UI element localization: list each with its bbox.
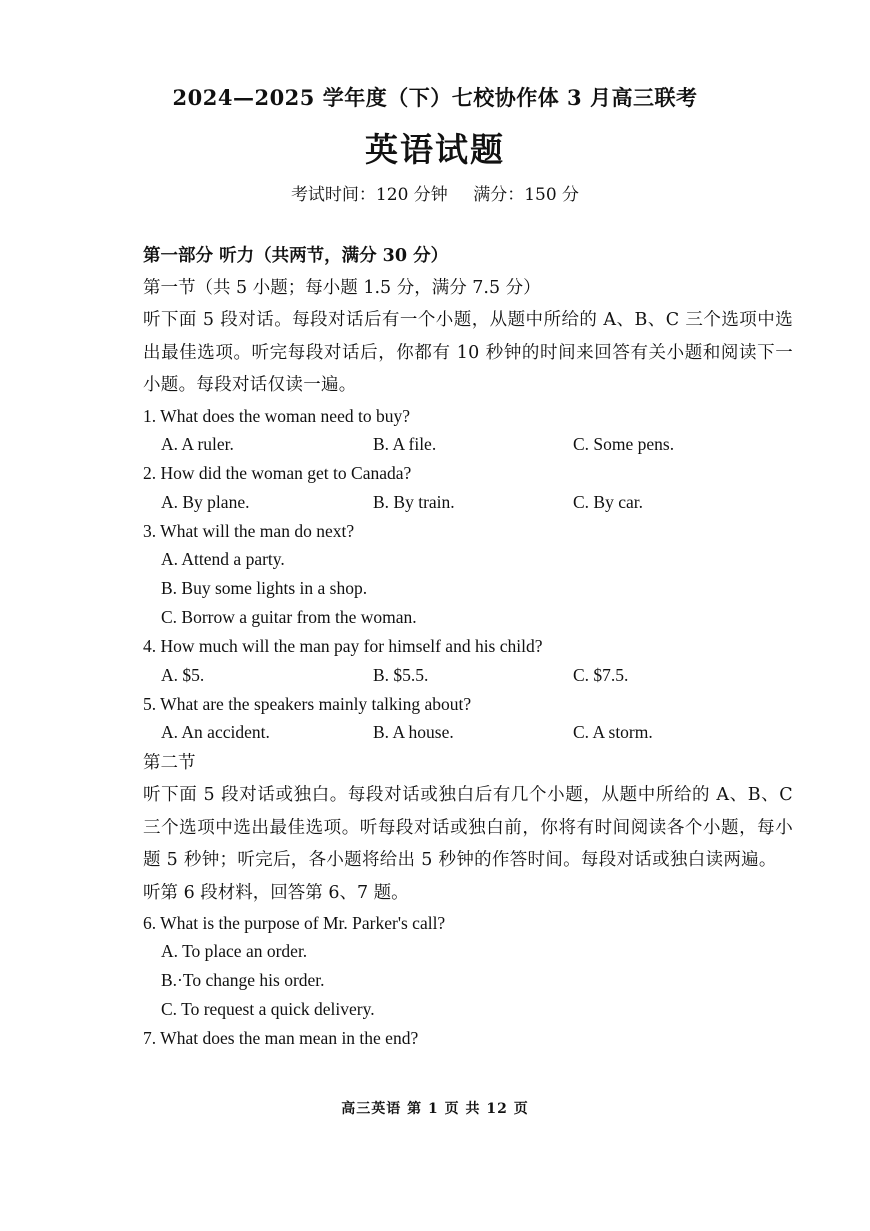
- option-a: A. Attend a party.: [161, 549, 285, 569]
- option-a: A. $5.: [161, 664, 205, 685]
- question-4-options: [143, 661, 793, 690]
- question-1-options: [143, 430, 793, 459]
- option-b: B. A file.: [373, 434, 437, 454]
- question-7: 7. What does the man mean in the end?: [143, 1028, 419, 1048]
- option-b: B. A house.: [373, 722, 454, 742]
- question-5: 5. What are the speakers mainly talking about?: [143, 693, 472, 714]
- exam-title: 2024—2025 学年度（下）七校协作体 3 月高三联考: [172, 85, 698, 110]
- option-c: C. $7.5.: [573, 664, 629, 685]
- option-c: C. A storm.: [573, 722, 653, 742]
- section2-instructions: 听下面 5 段对话或独白。每段对话或独白后有几个小题，从题中所给的 A、B、C 三个选项中选出最佳选项。听每段对话或独白前，你将有时间阅读各个小题，每小题 5 秒钟；听完后，各小题将给出 5 秒钟的作答时间。每段对话或独白读两遍。: [143, 785, 793, 870]
- section1-instructions: 听下面 5 段对话。每段对话后有一个小题，从题中所给的 A、B、C 三个选项中选出最佳选项。听完每段对话后，你都有 10 秒钟的时间来回答有关小题和阅读下一小题。每段对话仅读一遍。: [143, 310, 793, 395]
- option-b: B.·To change his order.: [161, 970, 325, 990]
- subject-title: 英语试题: [365, 130, 505, 169]
- question-1: 1. What does the woman need to buy?: [143, 405, 410, 426]
- section1-heading: 第一节（共 5 小题；每小题 1.5 分，满分 7.5 分）: [143, 278, 541, 298]
- option-c: C. By car.: [573, 491, 643, 512]
- exam-meta: [0, 180, 870, 205]
- question-3: 3. What will the man do next?: [143, 520, 355, 541]
- option-a: A. To place an order.: [161, 941, 308, 961]
- option-b: B. By train.: [373, 491, 455, 512]
- question-2-options: [143, 488, 793, 517]
- option-a: A. A ruler.: [161, 434, 234, 454]
- option-b: B. $5.5.: [373, 664, 429, 685]
- exam-content: [143, 240, 793, 1053]
- exam-time: 考试时间：120 分钟: [290, 185, 448, 205]
- material-note: 听第 6 段材料，回答第 6、7 题。: [143, 882, 409, 903]
- option-a: A. An accident.: [161, 722, 270, 742]
- option-c: C. Some pens.: [573, 434, 675, 454]
- question-4: 4. How much will the man pay for himself and his child?: [143, 636, 543, 656]
- option-c: C. To request a quick delivery.: [161, 999, 375, 1019]
- full-score: 满分：150 分: [473, 185, 580, 205]
- option-a: A. By plane.: [161, 491, 250, 512]
- question-2: 2. How did the woman get to Canada?: [143, 463, 412, 483]
- question-5-options: [143, 718, 793, 747]
- question-6: 6. What is the purpose of Mr. Parker's call?: [143, 912, 446, 933]
- option-b: B. Buy some lights in a shop.: [161, 578, 368, 598]
- page-footer: 高三英语 第 1 页 共 12 页: [341, 1101, 529, 1117]
- section2-heading: 第二节: [143, 753, 196, 773]
- option-c: C. Borrow a guitar from the woman.: [161, 607, 417, 627]
- part1-heading: 第一部分 听力（共两节，满分 30 分）: [143, 246, 449, 266]
